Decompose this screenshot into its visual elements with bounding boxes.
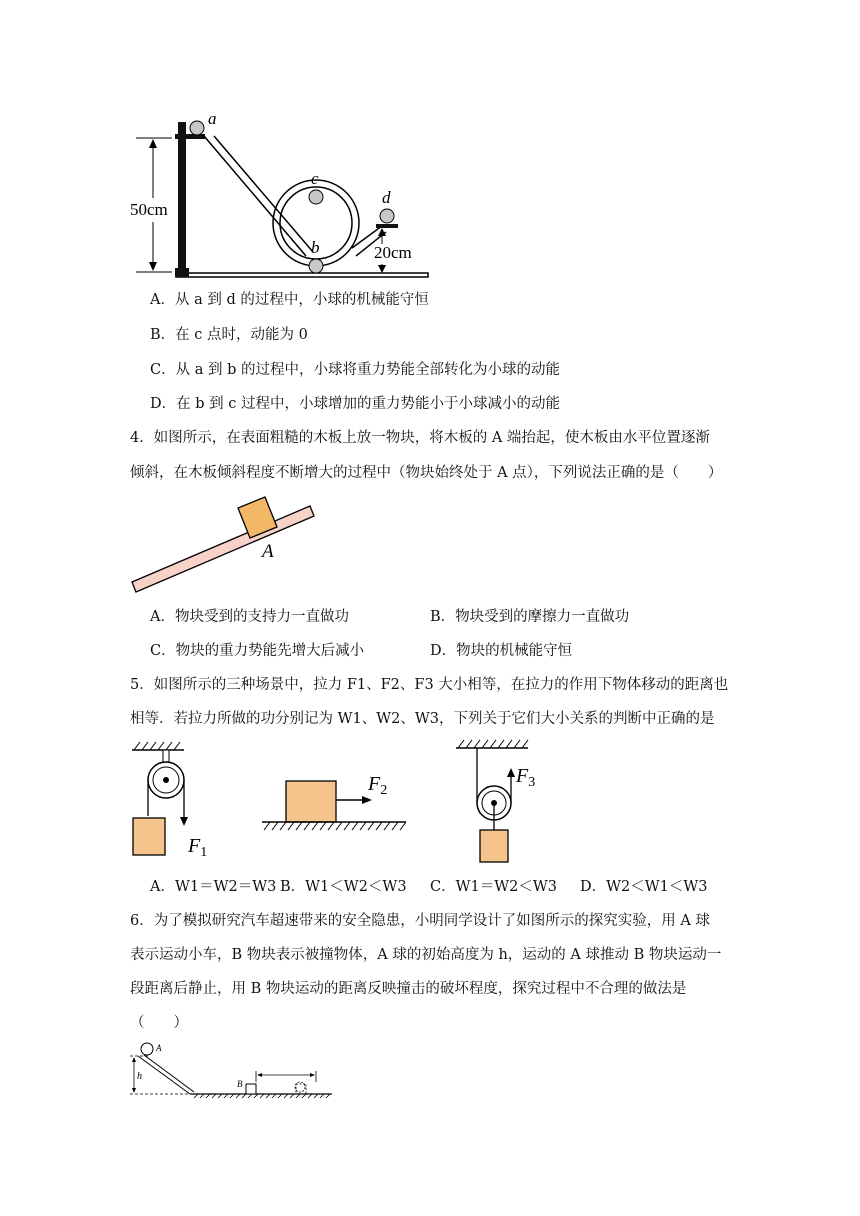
label-F3: $F_3$: [516, 765, 536, 790]
q5-option-a[interactable]: A．W1＝W2＝W3: [150, 879, 277, 895]
top-bracket: [175, 134, 205, 139]
q6-collision-experiment-figure: [128, 1038, 334, 1102]
q4-option-d[interactable]: D．物块的机械能守恒: [430, 643, 573, 659]
q5-option-d[interactable]: D．W2＜W1＜W3: [580, 879, 708, 895]
q6-stem-line1: 6．为了模拟研究汽车超速带来的安全隐患，小明同学设计了如图所示的探究实验，用 A 球: [130, 913, 710, 929]
q5-option-c[interactable]: C．W1＝W2＜W3: [430, 879, 557, 895]
ball-A-final-dashed: [295, 1082, 305, 1092]
ground-block: [286, 781, 336, 822]
q4-inclined-board-figure: [128, 488, 324, 598]
dim-20cm: 20cm: [374, 243, 412, 262]
q6-stem-line3: 段距离后静止，用 B 物块运动的距离反映撞击的破坏程度，探究过程中不合理的做法是: [130, 981, 687, 997]
label-A-ball: A: [156, 1043, 162, 1053]
q4-option-a[interactable]: A．物块受到的支持力一直做功: [150, 609, 349, 625]
ball-a: [190, 121, 204, 135]
label-B: B: [237, 1079, 243, 1089]
q5-movable-pulley-scene: [452, 738, 552, 864]
ball-A: [141, 1043, 153, 1055]
label-h: h: [137, 1071, 142, 1082]
q6-stem-line2: 表示运动小车，B 物块表示被撞物体，A 球的初始高度为 h，运动的 A 球推动 B 物块运动一: [130, 947, 722, 963]
label-d: d: [382, 188, 391, 207]
stand-base: [175, 268, 189, 277]
dim-50cm: 50cm: [130, 200, 168, 219]
q4-stem-line1: 4．如图所示，在表面粗糙的木板上放一物块，将木板的 A 端抬起，使木板由水平位置逐渐: [130, 430, 710, 446]
q3-option-d[interactable]: D．在 b 到 c 过程中，小球增加的重力势能小于小球减小的动能: [150, 396, 560, 412]
q5-stem-line1: 5．如图所示的三种场景中，拉力 F1、F2、F3 大小相等，在拉力的作用下物体移动的距离也: [130, 677, 729, 693]
d-platform: [376, 224, 398, 228]
q3-ramp-loop-figure: [120, 106, 440, 286]
ball-b: [309, 259, 323, 273]
block-B: [246, 1084, 256, 1094]
label-c: c: [311, 169, 319, 188]
q3-option-a[interactable]: A．从 a 到 d 的过程中，小球的机械能守恒: [150, 292, 429, 308]
ground-line: [176, 273, 428, 277]
ball-c: [309, 190, 323, 204]
label-F2: $F_2$: [368, 773, 388, 798]
label-b: b: [311, 238, 320, 257]
q6-stem-line4: （ ）: [130, 1015, 188, 1031]
q3-option-c[interactable]: C．从 a 到 b 的过程中，小球将重力势能全部转化为小球的动能: [150, 362, 560, 378]
q3-option-b[interactable]: B．在 c 点时，动能为 0: [150, 327, 308, 343]
hanging-block-3: [480, 830, 508, 862]
q5-option-b[interactable]: B．W1＜W2＜W3: [280, 879, 407, 895]
q4-stem-line2: 倾斜，在木板倾斜程度不断增大的过程中（物块始终处于 A 点），下列说法正确的是（ ）: [130, 465, 723, 481]
ball-d: [380, 209, 394, 223]
q5-fixed-pulley-scene: [128, 740, 228, 860]
q4-option-b[interactable]: B．物块受到的摩擦力一直做功: [430, 609, 630, 625]
q4-option-c[interactable]: C．物块的重力势能先增大后减小: [150, 643, 365, 659]
label-a: a: [208, 109, 217, 128]
stand-pole: [178, 122, 186, 277]
hanging-block-1: [133, 818, 165, 855]
label-A-board: A: [262, 541, 274, 562]
q5-stem-line2: 相等．若拉力所做的功分别记为 W1、W2、W3，下列关于它们大小关系的判断中正确的是: [130, 711, 715, 727]
q5-horizontal-pull-scene: [260, 768, 410, 840]
inclined-board: [132, 506, 314, 592]
label-F1: $F_1$: [188, 835, 208, 860]
